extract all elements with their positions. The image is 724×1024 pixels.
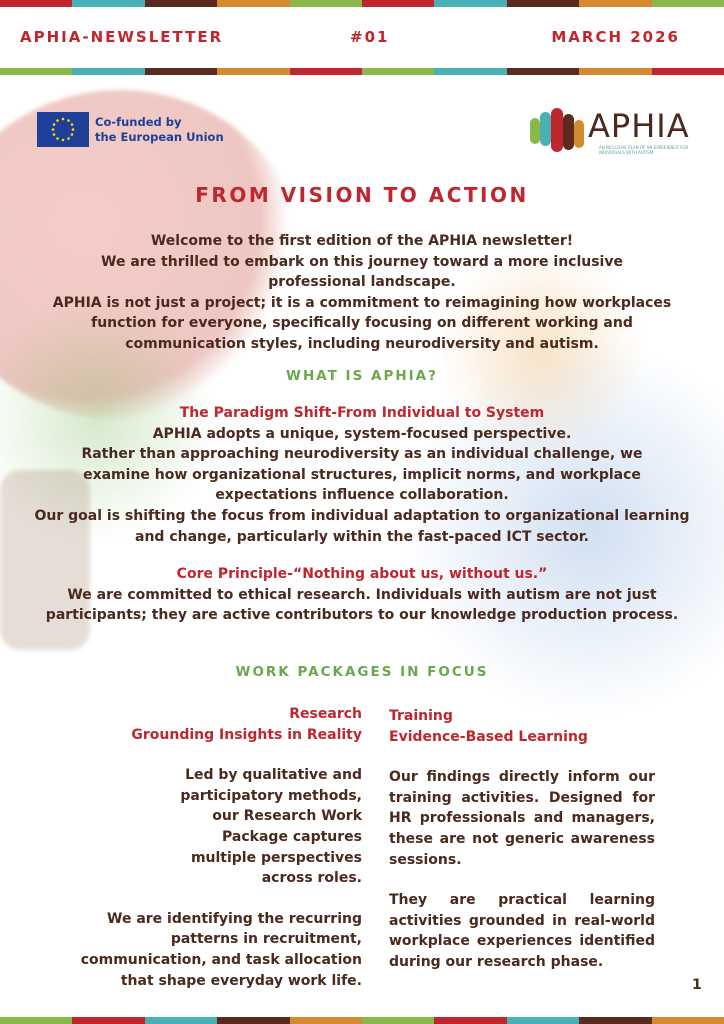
research-column [60,704,362,991]
core-text: We are committed to ethical research. Individuals with autism are not just participants; they are active contributors to our knowledge production process. [45,586,679,624]
training-p2: They are practical learning activities grounded in real-world workplace experiences identified during our research phase. [389,892,655,970]
page-number: 1 [692,977,702,993]
page-title: FROM VISION TO ACTION [195,183,529,207]
intro-line3: APHIA is not just a project; it is a commitment to reimagining how workplaces function for everyone, specifically focusing on different working and communication styles, including neurodiversity and autism. [52,294,672,352]
paradigm-title: The Paradigm Shift-From Individual to System [179,405,545,421]
training-column [389,706,655,973]
header-bottom-stripe [0,68,724,75]
research-subtitle: Grounding Insights in Reality [131,726,362,743]
research-title: Research [289,706,362,722]
training-subtitle: Evidence-Based Learning [389,728,588,745]
what-is-heading: WHAT IS APHIA? [286,368,438,384]
research-p2: We are identifying the recurring patterns in recruitment, communication, and task allocation that shape everyday work life. [80,910,362,989]
training-title: Training [389,708,453,724]
eu-cofunded-logo [37,112,224,147]
aphia-tagline: AN INCLUSIVE PLAN OF AN EXPERIENCE FOR INDIVIDUALS WITH AUTISM [599,145,689,155]
top-color-stripe [0,0,724,7]
eu-line1: Co-funded by [95,114,182,129]
training-p1: Our findings directly inform our training activities. Designed for HR professionals and managers, these are not generic awareness sessions. [389,769,655,868]
paradigm-p1: APHIA adopts a unique, system-focused perspective. [152,425,572,442]
aphia-wordmark: APHIA [588,107,690,145]
paradigm-block [30,403,694,547]
issue-date: MARCH 2026 [551,28,680,46]
paradigm-p3: Our goal is shifting the focus from individual adaptation to organizational learning and change, particularly within the fast-paced ICT sector. [34,507,690,545]
core-title: Core Principle-“Nothing about us, without us.” [176,566,548,582]
intro-line2: We are thrilled to embark on this journey toward a more inclusive professional landscape. [101,253,623,291]
intro-block [30,231,694,355]
eu-flag-icon [37,112,89,147]
newsletter-header [0,22,724,54]
issue-number: #01 [350,28,390,46]
bottom-color-stripe [0,1017,724,1024]
work-packages-heading: WORK PACKAGES IN FOCUS [235,664,489,680]
research-p1: Led by qualitative and participatory methods, our Research Work Package captures multiple perspectives across roles. [180,767,362,887]
core-block [30,564,694,626]
aphia-people-icon [528,104,588,158]
paradigm-p2: Rather than approaching neurodiversity as an individual challenge, we examine how organizational structures, implicit norms, and workplace expectations influence collaboration. [81,446,643,504]
aphia-logo [528,104,698,158]
eu-line2: the European Union [95,129,224,144]
newsletter-label: APHIA-NEWSLETTER [20,28,224,46]
intro-line1: Welcome to the first edition of the APHIA newsletter! [150,233,574,249]
